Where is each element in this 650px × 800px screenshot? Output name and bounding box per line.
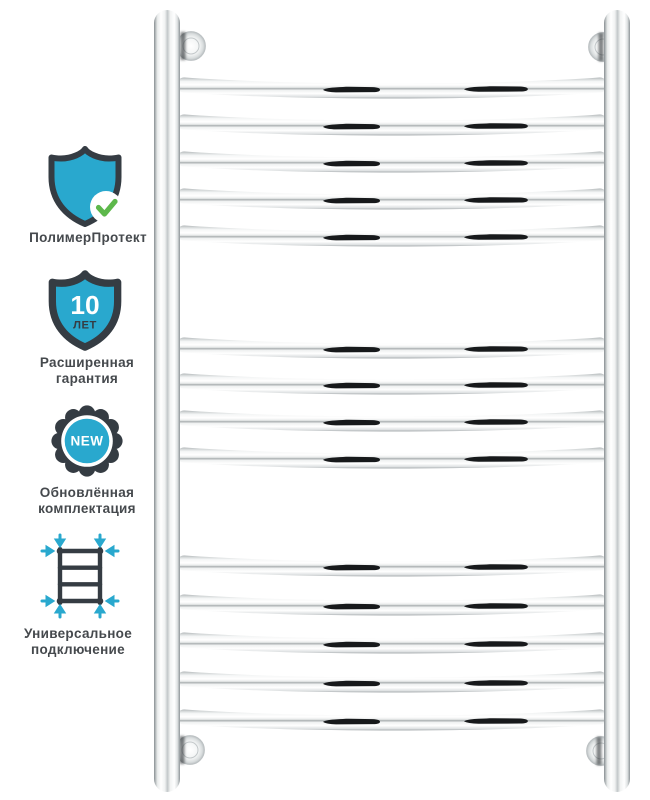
rail-bar — [184, 455, 600, 461]
warranty-label-line1: Расширенная — [39, 355, 135, 370]
ladder-frame — [60, 549, 100, 603]
rail-bar — [184, 563, 600, 569]
rail-bar — [184, 345, 600, 351]
shield-10-years-icon — [46, 270, 124, 352]
checkmark-circle — [90, 191, 122, 223]
polymer-protect-label: ПолимерПротект — [29, 230, 147, 245]
rail-bar — [184, 418, 600, 424]
rail-bar — [184, 122, 600, 128]
new-kit-label-line1: Обновлённая — [39, 485, 135, 500]
rail-bar — [184, 381, 600, 387]
connection-arrows — [42, 535, 118, 617]
new-badge-text: NEW — [70, 433, 104, 449]
new-rosette-badge-icon — [48, 402, 126, 480]
rail-bars — [184, 85, 600, 724]
warranty-years-value: 10 — [70, 289, 100, 320]
rail-bar — [184, 196, 600, 202]
wall-flanges — [176, 32, 618, 766]
ladder-with-arrows-icon — [36, 533, 124, 625]
shield-with-checkmark-icon — [45, 145, 125, 229]
universal-connection-label-line1: Универсальное — [23, 626, 133, 641]
warranty-label-line2: гарантия — [55, 371, 119, 386]
new-kit-label-line2: комплектация — [38, 501, 136, 516]
rail-bar — [184, 602, 600, 608]
rail-bar — [184, 717, 600, 723]
rail-bar — [184, 159, 600, 165]
rail-bar — [184, 679, 600, 685]
universal-connection-label-line2: подключение — [31, 642, 125, 657]
rail-bar — [184, 233, 600, 239]
ladder-corner-joints — [57, 548, 104, 605]
warranty-years-unit: ЛЕТ — [73, 319, 97, 332]
rail-bar — [184, 85, 600, 91]
rail-bar — [184, 640, 600, 646]
